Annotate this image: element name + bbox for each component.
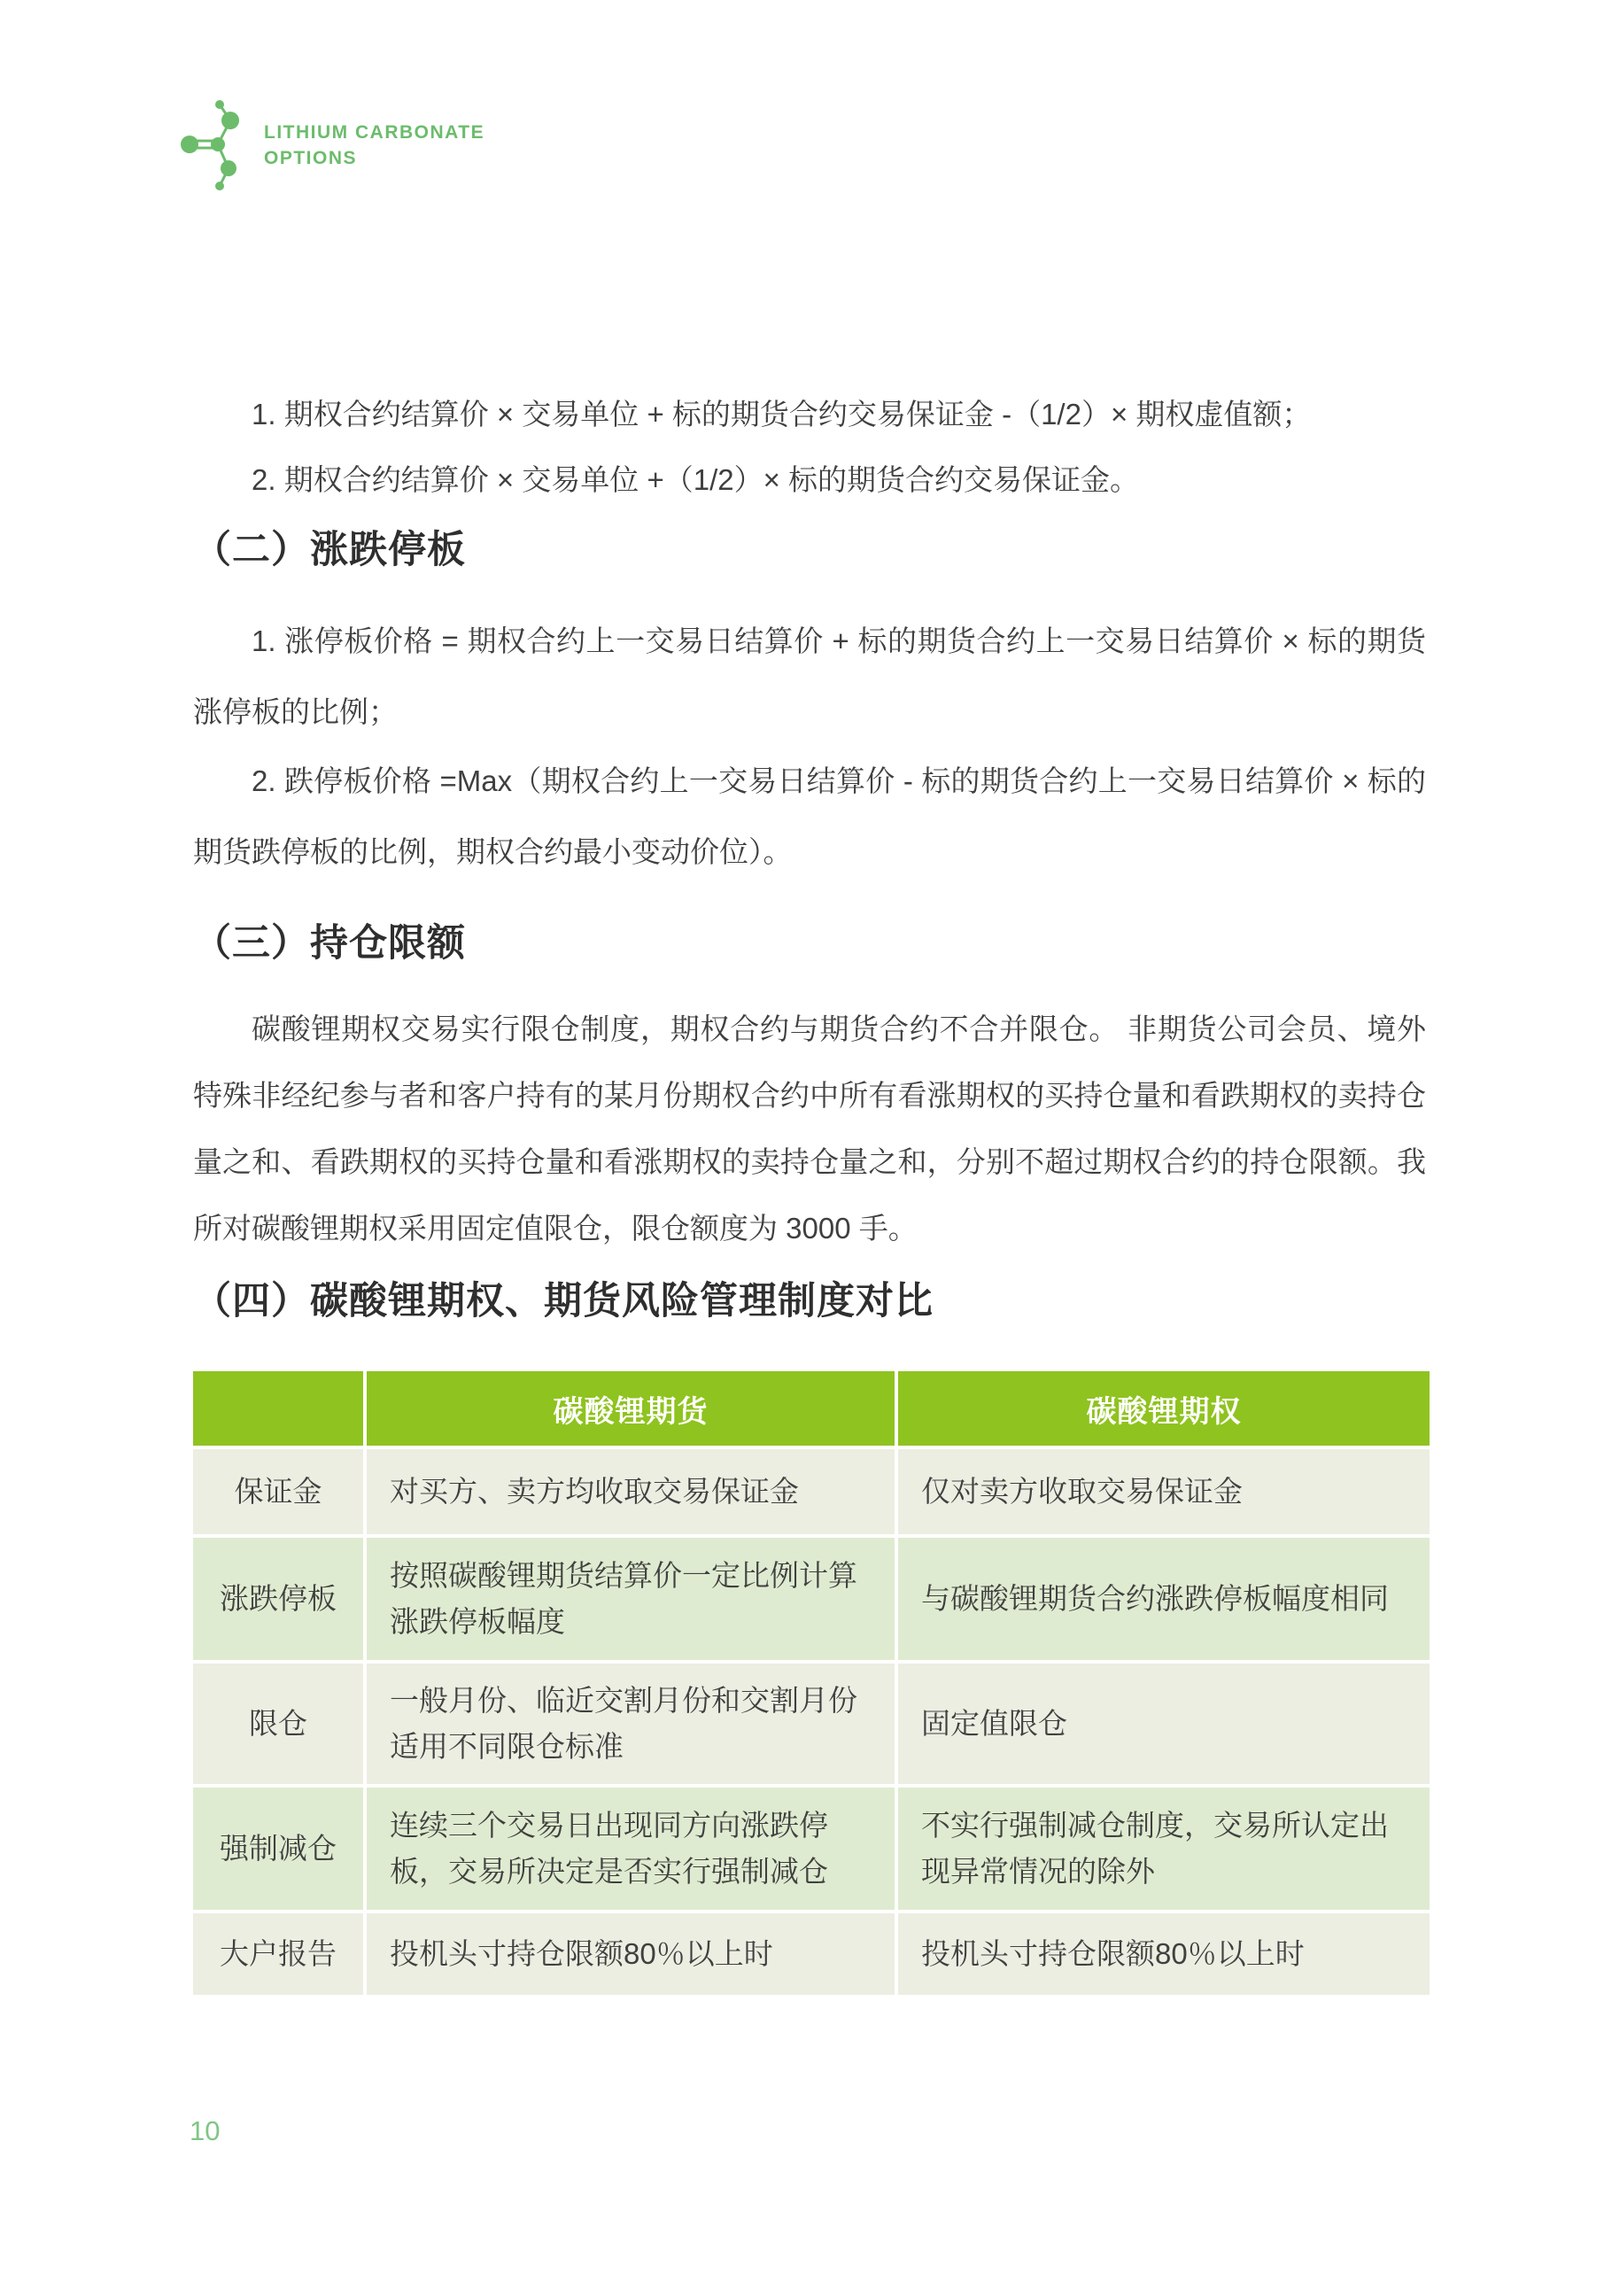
- position-limit-paragraph: 碳酸锂期权交易实行限仓制度，期权合约与期货合约不合并限仓。 非期货公司会员、境外特殊非经纪参与者和客户持有的某月份期权合约中所有看涨期权的买持仓量和看跌期权的卖持仓量之和、看跌期权的买持仓量和看涨期权的卖持仓量之和，分别不超过期权合约的持仓限额。我所对碳酸锂期权采用固定值限仓，限仓额度为 3000 手。: [193, 1012, 1426, 1245]
- table-header-options: 碳酸锂期权: [898, 1371, 1430, 1446]
- table-header-row: [193, 1371, 1430, 1446]
- cell-large-trader-report-futures: 投机头寸持仓限额80％以上时: [367, 1913, 895, 1995]
- table-header-empty: [193, 1371, 363, 1446]
- intro-formula-2: 2. 期权合约结算价 × 交易单位 +（1/2）× 标的期货合约交易保证金。: [252, 463, 1140, 496]
- price-limit-item-1: 1. 涨停板价格 = 期权合约上一交易日结算价 + 标的期货合约上一交易日结算价 × 标的期货涨停板的比例；: [193, 624, 1426, 728]
- cell-margin-futures: 对买方、卖方均收取交易保证金: [367, 1449, 895, 1534]
- table-row: [193, 1788, 1430, 1910]
- risk-management-comparison-table: [190, 1368, 1433, 1998]
- cell-forced-reduction-options: 不实行强制减仓制度，交易所认定出现异常情况的除外: [898, 1788, 1430, 1910]
- table-row: [193, 1913, 1430, 1995]
- cell-forced-reduction-futures: 连续三个交易日出现同方向涨跌停板，交易所决定是否实行强制减仓: [367, 1788, 895, 1910]
- cell-position-limit-options: 固定值限仓: [898, 1664, 1430, 1784]
- page-number: 10: [190, 2115, 221, 2146]
- brand-logo-line2: OPTIONS: [264, 148, 358, 168]
- molecule-logo-icon: [179, 96, 248, 195]
- table-row: [193, 1664, 1430, 1784]
- section-heading-position-limit: （三）持仓限额: [193, 922, 466, 965]
- row-label-position-limit: 限仓: [193, 1664, 363, 1784]
- brand-logo: [179, 96, 484, 195]
- brand-logo-line1: LITHIUM CARBONATE: [264, 122, 485, 143]
- brand-logo-text: [264, 123, 484, 167]
- table-row: [193, 1538, 1430, 1660]
- intro-formula-1: 1. 期权合约结算价 × 交易单位 + 标的期货合约交易保证金 -（1/2）× 期权虚值额；: [252, 398, 1312, 430]
- row-label-forced-reduction: 强制减仓: [193, 1788, 363, 1910]
- cell-price-limit-futures: 按照碳酸锂期货结算价一定比例计算涨跌停板幅度: [367, 1538, 895, 1660]
- cell-position-limit-futures: 一般月份、临近交割月份和交割月份适用不同限仓标准: [367, 1664, 895, 1784]
- cell-large-trader-report-options: 投机头寸持仓限额80％以上时: [898, 1913, 1430, 1995]
- row-label-price-limit: 涨跌停板: [193, 1538, 363, 1660]
- section-heading-comparison: （四）碳酸锂期权、期货风险管理制度对比: [193, 1280, 934, 1323]
- row-label-margin: 保证金: [193, 1449, 363, 1534]
- cell-price-limit-options: 与碳酸锂期货合约涨跌停板幅度相同: [898, 1538, 1430, 1660]
- section-heading-price-limit: （二）涨跌停板: [193, 529, 466, 571]
- table-header-futures: 碳酸锂期货: [367, 1371, 895, 1446]
- row-label-large-trader-report: 大户报告: [193, 1913, 363, 1995]
- price-limit-item-2: 2. 跌停板价格 =Max（期权合约上一交易日结算价 - 标的期货合约上一交易日结算价 × 标的期货跌停板的比例，期权合约最小变动价位）。: [193, 764, 1426, 868]
- cell-margin-options: 仅对卖方收取交易保证金: [898, 1449, 1430, 1534]
- table-row: [193, 1449, 1430, 1534]
